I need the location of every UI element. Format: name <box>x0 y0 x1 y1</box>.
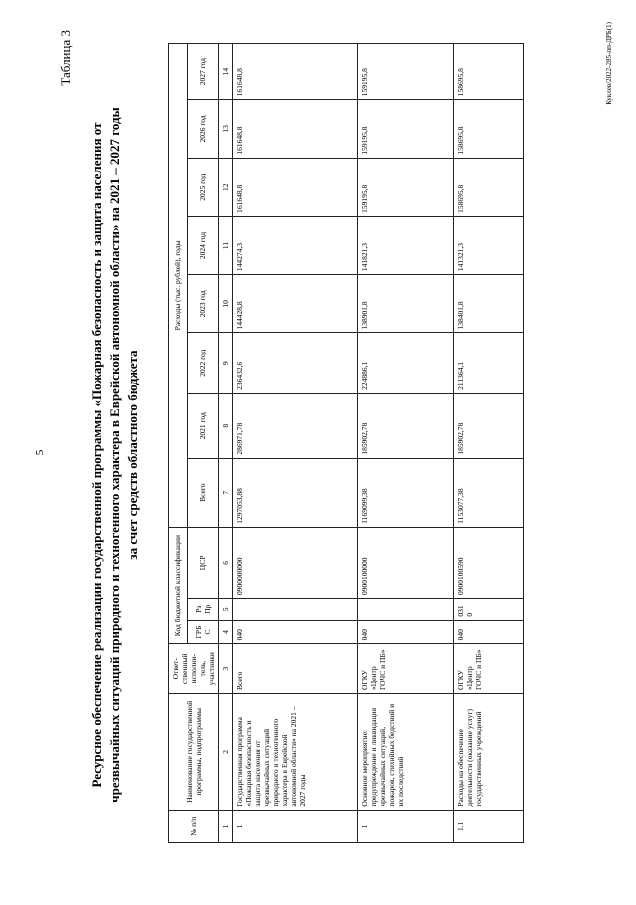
index-cell: 12 <box>219 158 233 216</box>
row-2023: 144428,8 <box>233 275 358 333</box>
header-total: Всего <box>187 458 218 527</box>
index-cell: 7 <box>219 458 233 527</box>
row-2027: 159195,8 <box>358 44 454 100</box>
header-2023: 2023 год <box>187 275 218 333</box>
index-cell: 10 <box>219 275 233 333</box>
row-grbs: 040 <box>233 620 358 644</box>
header-budget-classification: Код бюджетной классификации <box>169 527 188 644</box>
row-2022: 211364,1 <box>454 333 524 393</box>
footer-code: Куклев/2022-285-пп-ДРБ(1) <box>605 22 613 105</box>
document-title <box>88 45 142 865</box>
row-name: Основное мероприятие: предупреждение и ликвидация чрезвычайных ситуаций, пожаров, стихийных бедствий и их последствий <box>358 694 454 811</box>
header-2021: 2021 год <box>187 393 218 458</box>
row-grbs: 040 <box>454 620 524 644</box>
index-cell: 11 <box>219 216 233 274</box>
row-2021: 185902,78 <box>454 393 524 458</box>
row-2026: 161648,8 <box>233 100 358 158</box>
row-2023: 138901,8 <box>358 275 454 333</box>
header-2025: 2025 год <box>187 158 218 216</box>
column-index-row <box>219 44 233 843</box>
row-csr: 0900100000 <box>358 527 454 598</box>
row-rz: 0310 <box>454 599 524 621</box>
row-2027: 161648,8 <box>233 44 358 100</box>
table-row <box>454 44 524 843</box>
index-cell: 3 <box>219 644 233 694</box>
row-executor: ОГКУ «Центр ГОЧС и ПБ» <box>454 644 524 694</box>
row-2024: 141821,3 <box>358 216 454 274</box>
row-2024: 141321,3 <box>454 216 524 274</box>
header-name: Наименование государственной программы, подпрограммы <box>169 694 219 811</box>
row-rz <box>358 599 454 621</box>
index-cell: 4 <box>219 620 233 644</box>
row-name: Государственная программа «Пожарная безопасность и защита населения от чрезвычайных ситуаций природного и техногенного характера в Еврейской автономной области» на 2021 – 2027 годы <box>233 694 358 811</box>
row-executor: ОГКУ «Центр ГОЧС и ПБ» <box>358 644 454 694</box>
header-expenses: Расходы (тыс. рублей), годы <box>169 44 188 528</box>
page-number: 5 <box>34 449 46 456</box>
row-grbs: 040 <box>358 620 454 644</box>
row-2026: 159195,8 <box>358 100 454 158</box>
header-grbs: ГРБ С <box>187 620 218 644</box>
row-total: 1169099,38 <box>358 458 454 527</box>
index-cell: 13 <box>219 100 233 158</box>
title-line-2: чрезвычайных ситуаций природного и техногенного характера в Еврейской автономной области» на 2021 – 2027 годы <box>107 107 122 803</box>
row-2021: 185902,78 <box>358 393 454 458</box>
row-2025: 161648,8 <box>233 158 358 216</box>
header-num: № п/п <box>169 810 219 842</box>
row-total: 1297053,88 <box>233 458 358 527</box>
row-2022: 224886,1 <box>358 333 454 393</box>
index-cell: 5 <box>219 599 233 621</box>
row-csr: 0900100590 <box>454 527 524 598</box>
row-2025: 159195,8 <box>358 158 454 216</box>
row-num: 1 <box>358 810 454 842</box>
index-cell: 1 <box>219 810 233 842</box>
table-row <box>358 44 454 843</box>
row-2025: 158695,8 <box>454 158 524 216</box>
resource-table <box>168 43 524 843</box>
row-num: 1 <box>233 810 358 842</box>
row-executor: Всего <box>233 644 358 694</box>
row-num: 1.1 <box>454 810 524 842</box>
row-name: Расходы на обеспечение деятельности (оказание услуг) государственных учреждений <box>454 694 524 811</box>
header-executor: Ответ-ственный исполни-тель, участники <box>169 644 219 694</box>
title-line-1: Ресурсное обеспечение реализации государственной программы «Пожарная безопасность и защита населения от <box>89 122 104 788</box>
index-cell: 8 <box>219 393 233 458</box>
row-2027: 158695,8 <box>454 44 524 100</box>
index-cell: 9 <box>219 333 233 393</box>
row-csr: 0900000000 <box>233 527 358 598</box>
row-total: 1153077,38 <box>454 458 524 527</box>
title-line-3: за счет средств областного бюджета <box>125 350 140 560</box>
header-rz: Рз Пр <box>187 599 218 621</box>
row-2023: 138401,8 <box>454 275 524 333</box>
row-2021: 286971,78 <box>233 393 358 458</box>
row-2026: 158695,8 <box>454 100 524 158</box>
row-2022: 236432,6 <box>233 333 358 393</box>
header-2026: 2026 год <box>187 100 218 158</box>
row-rz <box>233 599 358 621</box>
index-cell: 14 <box>219 44 233 100</box>
header-2027: 2027 год <box>187 44 218 100</box>
index-cell: 6 <box>219 527 233 598</box>
row-2024: 144274,3 <box>233 216 358 274</box>
table-row <box>233 44 358 843</box>
index-cell: 2 <box>219 694 233 811</box>
table-label: Таблица 3 <box>58 30 73 86</box>
header-csr: ЦСР <box>187 527 218 598</box>
header-2022: 2022 год <box>187 333 218 393</box>
header-2024: 2024 год <box>187 216 218 274</box>
